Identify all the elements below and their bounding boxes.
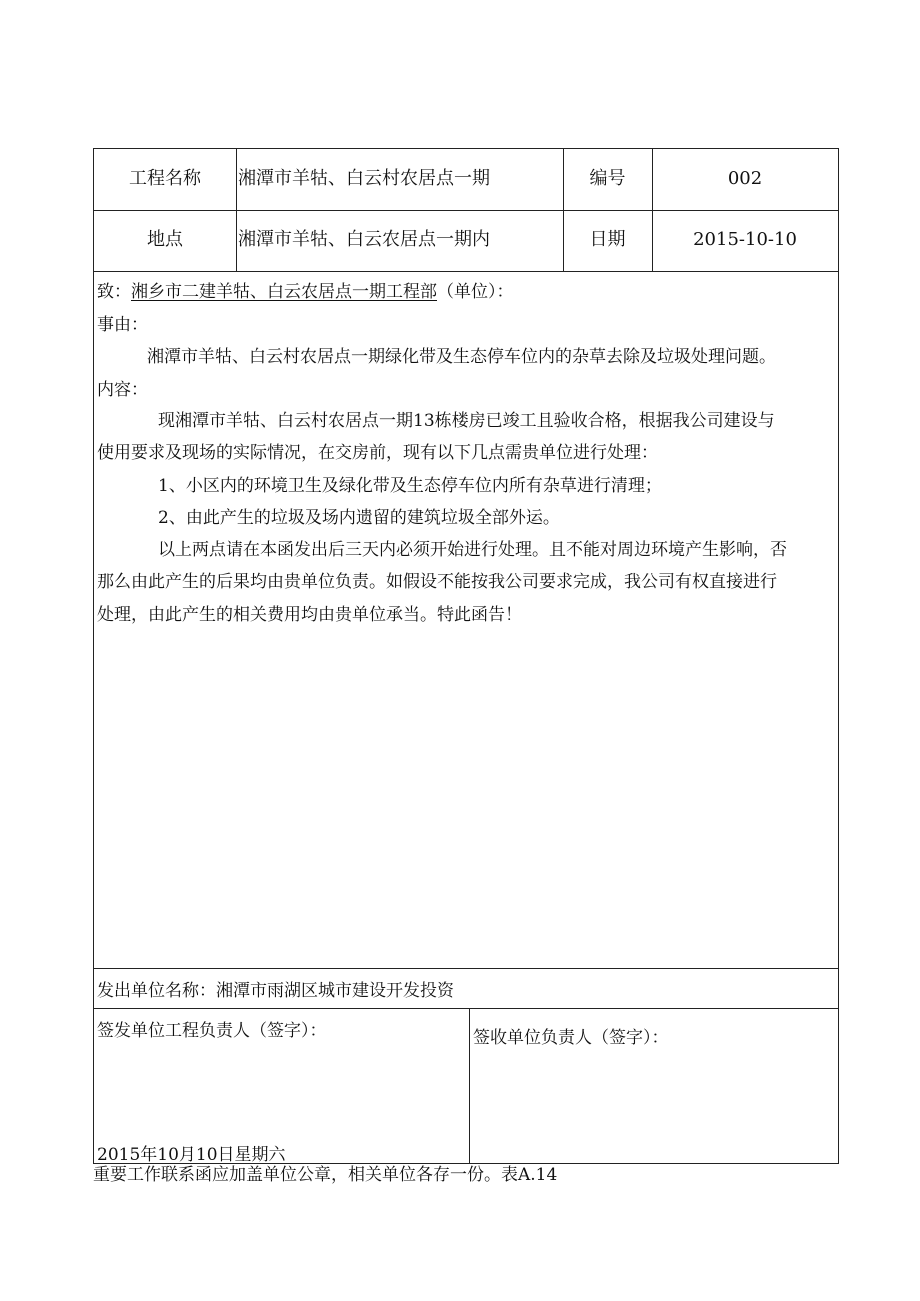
header-bottom-line — [94, 271, 838, 272]
content-paragraph-line: 现湘潭市羊牯、白云村农居点一期13栋楼房已竣工且验收合格，根据我公司建设与 — [158, 411, 775, 431]
location-value: 湘潭市羊牯、白云农居点一期内 — [238, 229, 490, 250]
reason-text: 湘潭市羊牯、白云村农居点一期绿化带及生态停车位内的杂草去除及垃圾处理问题。 — [147, 347, 776, 367]
number-value: 002 — [727, 168, 763, 189]
content-paragraph-line: 1、小区内的环境卫生及绿化带及生态停车位内所有杂草进行清理； — [158, 476, 662, 496]
header-divider-2 — [563, 149, 564, 271]
location-label: 地点 — [147, 229, 183, 250]
content-label: 内容： — [97, 380, 148, 400]
project-name-label: 工程名称 — [129, 168, 201, 189]
number-label: 编号 — [589, 168, 626, 189]
recipient-prefix: 致： — [97, 282, 131, 302]
receiver-signature-label: 签收单位负责人（签字）： — [473, 1028, 669, 1048]
issuer-line — [97, 976, 454, 1007]
issuer-row-bottom-line — [94, 1008, 838, 1009]
content-paragraph-line: 使用要求及现场的实际情况，在交房前，现有以下几点需贵单位进行处理： — [97, 443, 658, 463]
footer-note: 重要工作联系函应加盖单位公章，相关单位各存一份。表A.14 — [93, 1165, 558, 1185]
content-bottom-line — [94, 968, 838, 969]
content-paragraph-line: 以上两点请在本函发出后三天内必须开始进行处理。且不能对周边环境产生影响，否 — [158, 540, 787, 560]
issuer-signature-label: 签发单位工程负责人（签字）： — [97, 1021, 327, 1041]
date-value: 2015-10-10 — [693, 229, 797, 250]
issuer-name: 湘潭市雨湖区城市建设开发投资 — [216, 981, 454, 1001]
content-paragraph-line: 处理，由此产生的相关费用均由贵单位承当。特此函告！ — [97, 605, 522, 625]
reason-label: 事由： — [97, 315, 148, 335]
issuer-signature-date: 2015年10月10日星期六 — [97, 1145, 286, 1165]
project-name-value: 湘潭市羊牯、白云村农居点一期 — [238, 168, 490, 189]
recipient-suffix: （单位）： — [437, 282, 514, 302]
work-contact-form — [93, 148, 839, 1164]
header-divider-1 — [236, 149, 237, 271]
date-label: 日期 — [589, 229, 626, 250]
recipient-line — [97, 277, 514, 308]
content-paragraph-line: 那么由此产生的后果均由贵单位负责。如假设不能按我公司要求完成，我公司有权直接进行 — [97, 572, 777, 592]
content-paragraph-line: 2、由此产生的垃圾及场内遗留的建筑垃圾全部外运。 — [158, 508, 560, 528]
header-divider-3 — [652, 149, 653, 271]
header-row-divider — [94, 210, 838, 211]
issuer-label: 发出单位名称： — [97, 981, 216, 1001]
signature-divider — [469, 1008, 470, 1163]
recipient-unit: 湘乡市二建羊牯、白云农居点一期工程部 — [131, 282, 437, 302]
